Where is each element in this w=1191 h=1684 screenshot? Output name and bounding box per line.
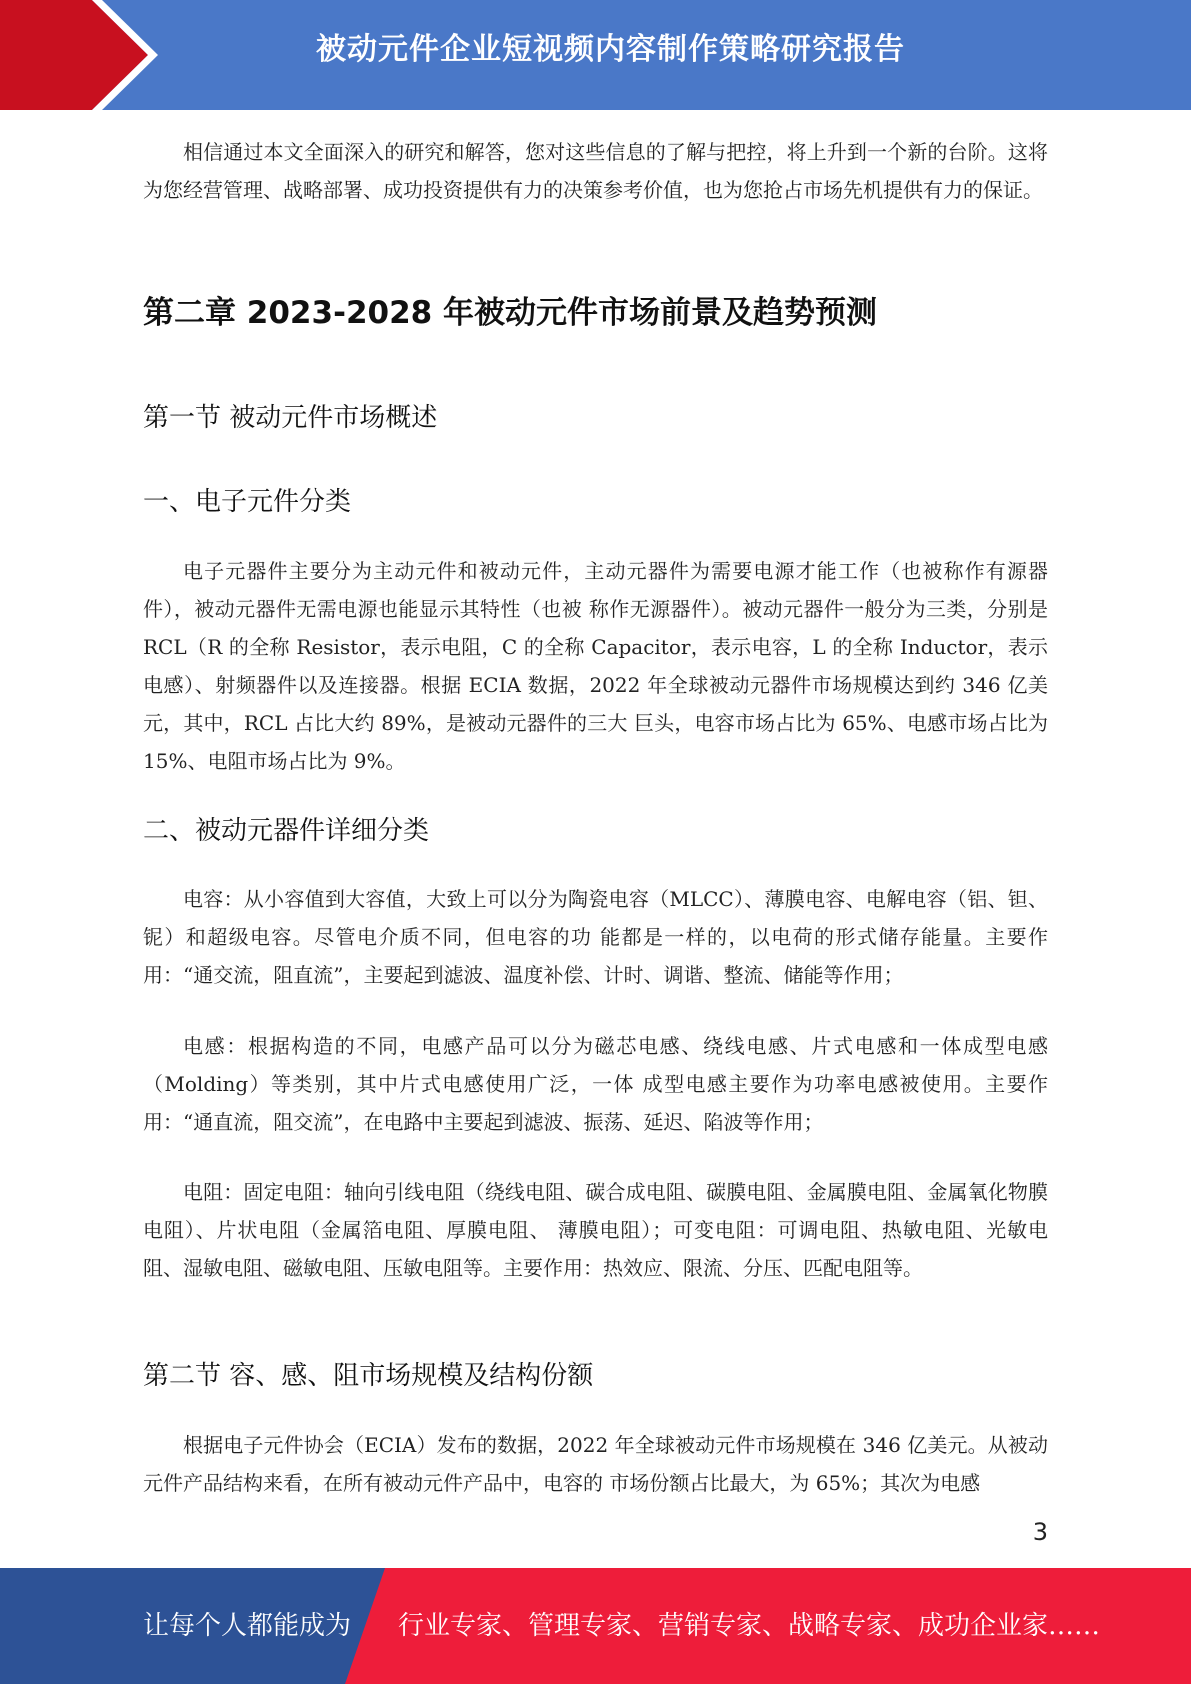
resistor-block	[143, 1173, 1048, 1287]
page-number: 3	[1032, 1518, 1048, 1546]
chapter-title: 第二章 2023-2028 年被动元件市场前景及趋势预测	[143, 295, 878, 331]
footer-banner	[0, 1568, 1191, 1684]
section2-paragraph: 根据电子元件协会（ECIA）发布的数据，2022 年全球被动元件市场规模在 346 亿美元。从被动元件产品结构来看，在所有被动元件产品中，电容的 市场份额占比最大，为 65%；其次为电感	[143, 1433, 1048, 1495]
sub2-title: 二、被动元器件详细分类	[143, 816, 430, 846]
section2-title: 第二节 容、感、阻市场规模及结构份额	[143, 1361, 594, 1391]
inductor-block	[143, 1027, 1048, 1141]
footer-slogan-right: 行业专家、管理专家、营销专家、战略专家、成功企业家……	[398, 1611, 1101, 1641]
capacitor-paragraph: 电容：从小容值到大容值，大致上可以分为陶瓷电容（MLCC）、薄膜电容、电解电容（铝、钽、铌）和超级电容。尽管电介质不同，但电容的功 能都是一样的，以电荷的形式储存能量。主要作用：“通交流，阻直流”，主要起到滤波、温度补偿、计时、调谐、整流、储能等作用；	[143, 887, 1048, 987]
resistor-paragraph: 电阻：固定电阻：轴向引线电阻（绕线电阻、碳合成电阻、碳膜电阻、金属膜电阻、金属氧化物膜电阻）、片状电阻（金属箔电阻、厚膜电阻、 薄膜电阻）；可变电阻：可调电阻、热敏电阻、光敏电阻、湿敏电阻、磁敏电阻、压敏电阻等。主要作用：热效应、限流、分压、匹配电阻等。	[143, 1180, 1048, 1280]
sub1-paragraph: 电子元器件主要分为主动元件和被动元件，主动元器件为需要电源才能工作（也被称作有源器件），被动元器件无需电源也能显示其特性（也被 称作无源器件）。被动元器件一般分为三类，分别是 RCL（R 的全称 Resistor，表示电阻，C 的全称 Capacitor，表示电容，L 的全称 Inductor，表示 电感）、射频器件以及连接器。根据 ECIA 数据，2022 年全球被动元器件市场规模达到约 346 亿美元，其中，RCL 占比大约 89%，是被动元器件的三大 巨头，电容市场占比为 65%、电感市场占比为 15%、电阻市场占比为 9%。	[143, 559, 1048, 773]
sub1-block	[143, 552, 1048, 780]
header-banner	[0, 0, 1191, 110]
capacitor-block	[143, 880, 1048, 994]
footer-slogan-left: 让每个人都能成为	[143, 1611, 352, 1641]
sub1-title: 一、电子元件分类	[143, 487, 352, 517]
intro-block	[143, 133, 1048, 209]
header-title: 被动元件企业短视频内容制作策略研究报告	[316, 32, 905, 67]
section2-block	[143, 1426, 1048, 1502]
inductor-paragraph: 电感：根据构造的不同，电感产品可以分为磁芯电感、绕线电感、片式电感和一体成型电感（Molding）等类别，其中片式电感使用广泛，一体 成型电感主要作为功率电感被使用。主要作用：“通直流，阻交流”，在电路中主要起到滤波、振荡、延迟、陷波等作用；	[143, 1034, 1048, 1134]
section1-title: 第一节 被动元件市场概述	[143, 403, 438, 433]
intro-paragraph: 相信通过本文全面深入的研究和解答，您对这些信息的了解与把控，将上升到一个新的台阶。这将为您经营管理、战略部署、成功投资提供有力的决策参考价值，也为您抢占市场先机提供有力的保证。	[143, 140, 1048, 202]
